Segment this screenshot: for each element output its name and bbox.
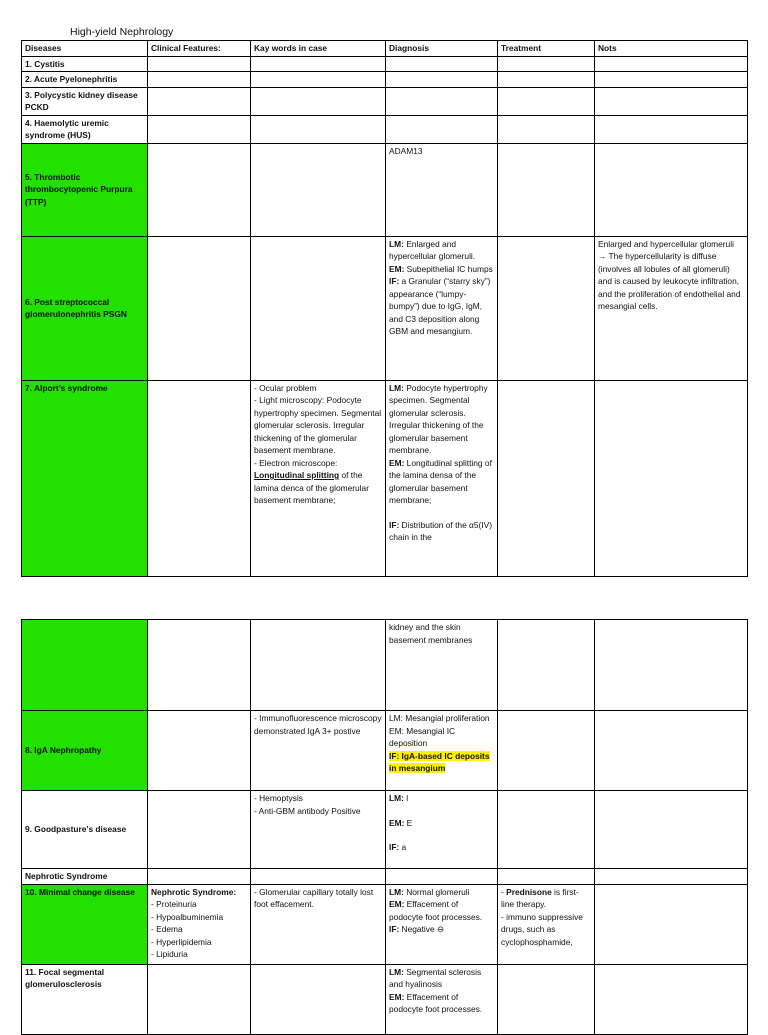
notes-line: Enlarged and hypercellular glomeruli [598,238,734,249]
table-row [22,236,748,380]
table-row [22,56,748,72]
em-label: EM: [389,991,405,1002]
header-notes: Nots [595,41,748,57]
header-diseases: Diseases [22,41,148,57]
key-words-cell: - Glomerular capillary totally lost foot effacement. [251,884,386,964]
em-label: EM: [389,457,405,468]
if-label: IF: [389,519,400,530]
lm-text: Normal glomeruli [403,886,470,897]
key-word: - Anti-GBM antibody Positive [254,805,361,816]
treatment-drug: Prednisone [506,886,552,897]
clinical-feature: - Lipiduria [151,949,188,959]
key-word-underlined: Longitudinal splitting [254,470,340,480]
table-row [22,87,748,115]
lm-text: l [403,793,409,803]
header-key-words: Kay words in case [251,41,386,57]
disease-name: 6. Post streptococcal glomerulonephritis PSGN [22,236,148,380]
diagnosis-cell [386,711,498,791]
nephrology-table-top [21,40,748,577]
em-text: Effacement of podocyte foot processes. [389,991,483,1014]
diagnosis-cell [386,236,498,380]
header-diagnosis: Diagnosis [386,41,498,57]
if-text: Negative ⊖ [399,924,444,934]
lm-label: LM: [389,382,404,393]
lm-text: Segmental sclerosis and hyalinosis [389,966,482,989]
em-text: E [404,817,413,828]
table-row [22,791,748,869]
lm-label: LM: [389,238,404,249]
em-text: Subepithelial IC humps [404,263,493,274]
key-words-cell [251,380,386,576]
notes-line: → The hypercellularity is diffuse (involves all lobules of all glomeruli) and is caused by leukocyte infiltration, and the proliferation of endothelial and mesangial cells. [598,251,741,311]
clinical-feature: - Hypoalbuminemia [151,911,224,922]
notes-cell [595,236,748,380]
document-title: High-yield Nephrology [70,26,174,38]
diagnosis-cell [386,380,498,576]
clinical-feature: - Edema [151,924,183,934]
lm-text: LM: Mesangial proliferation [389,713,490,723]
lm-text: Enlarged and hypercellular glomeruli. [389,238,476,261]
if-label: IF: [389,924,400,934]
table-row [22,380,748,576]
disease-name: 9. Goodpasture’s disease [22,791,148,869]
key-words-cell: - Immunofluorescence microscopy demonstrated IgA 3+ postive [251,711,386,791]
clinical-feature: - Proteinuria [151,899,197,909]
diagnosis-cell [386,884,498,964]
table-row [22,884,748,964]
clinical-features-title: Nephrotic Syndrome: [151,886,237,897]
nephrology-table-bottom [21,619,748,1035]
key-word: of the lamina denca of the glomerular basement membrane; [254,470,369,505]
lm-text: Podocyte hypertrophy specimen. Segmental glomerular sclerosis. Irregular thickening of the glomerular basement membrane. [389,382,488,455]
treatment-text: - immuno suppressive drugs, such as cyclophosphamide, [501,911,583,947]
key-word: - Hemoptysis [254,793,303,803]
if-highlight: IF: IgA-based IC deposits in mesangium [389,750,490,773]
disease-name: 8. IgA Nephropathy [22,711,148,791]
table-row [22,711,748,791]
treatment-text: is first-line therapy. [501,886,579,909]
disease-name: 10. Minimal change disease [22,884,148,964]
lm-label: LM: [389,793,404,803]
key-word: - Light microscopy: Podocyte hypertrophy specimen. Segmental glomerular sclerosis. Irregular thickening of the glomerular basement membrane. [254,395,382,455]
table-row [22,143,748,236]
if-text: a Granular (“starry sky”) appearance (“lumpy-bumpy”) due to IgG, IgM, and C3 deposition along GBM and mesangium. [389,276,491,336]
diagnosis-cell: ADAM13 [386,143,498,236]
if-text: a [399,842,407,852]
disease-name: 7. Alport’s syndrome [22,380,148,576]
em-text: EM: Mesangial IC deposition [389,725,456,748]
em-label: EM: [389,899,405,909]
table-row [22,620,748,711]
disease-name: 11. Focal segmental glomerulosclerosis [22,964,148,1034]
section-row [22,869,748,885]
diagnosis-cell [386,791,498,869]
clinical-feature: - Hyperlipidemia [151,936,212,947]
em-label: EM: [389,817,405,828]
header-treatment: Treatment [498,41,595,57]
key-word: - Electron microscope: [254,457,338,468]
lm-label: LM: [389,886,404,897]
key-word: - Ocular problem [254,382,317,393]
em-text: Effacement of podocyte foot processes. [389,899,483,922]
disease-name: 5. Thrombotic thrombocytopenic Purpura (TTP) [22,143,148,236]
lm-label: LM: [389,966,404,977]
disease-color-cell [22,620,148,711]
disease-name: 4. Haemolytic uremic syndrome (HUS) [22,115,148,143]
if-label: IF: [389,276,400,286]
if-label: IF: [389,842,400,852]
if-text: Distribution of the α5(IV) chain in the [389,519,493,542]
header-clinical-features: Clinical Features: [148,41,251,57]
section-title: Nephrotic Syndrome [22,869,148,885]
disease-name: 3. Polycystic kidney disease PCKD [22,87,148,115]
key-words-cell [251,791,386,869]
em-label: EM: [389,263,405,274]
em-text: Longitudinal splitting of the lamina densa of the glomerular basement membrane; [389,457,492,505]
disease-name: 2. Acute Pyelonephritis [22,72,148,88]
disease-name: 1. Cystitis [22,56,148,72]
table-row [22,72,748,88]
diagnosis-cell: kidney and the skin basement membranes [386,620,498,711]
table-header-row [22,41,748,57]
clinical-features-cell [148,884,251,964]
table-row [22,115,748,143]
treatment-cell: - Prednisone is first-line therapy. - immuno suppressive drugs, such as cyclophosphamide, [498,884,595,964]
